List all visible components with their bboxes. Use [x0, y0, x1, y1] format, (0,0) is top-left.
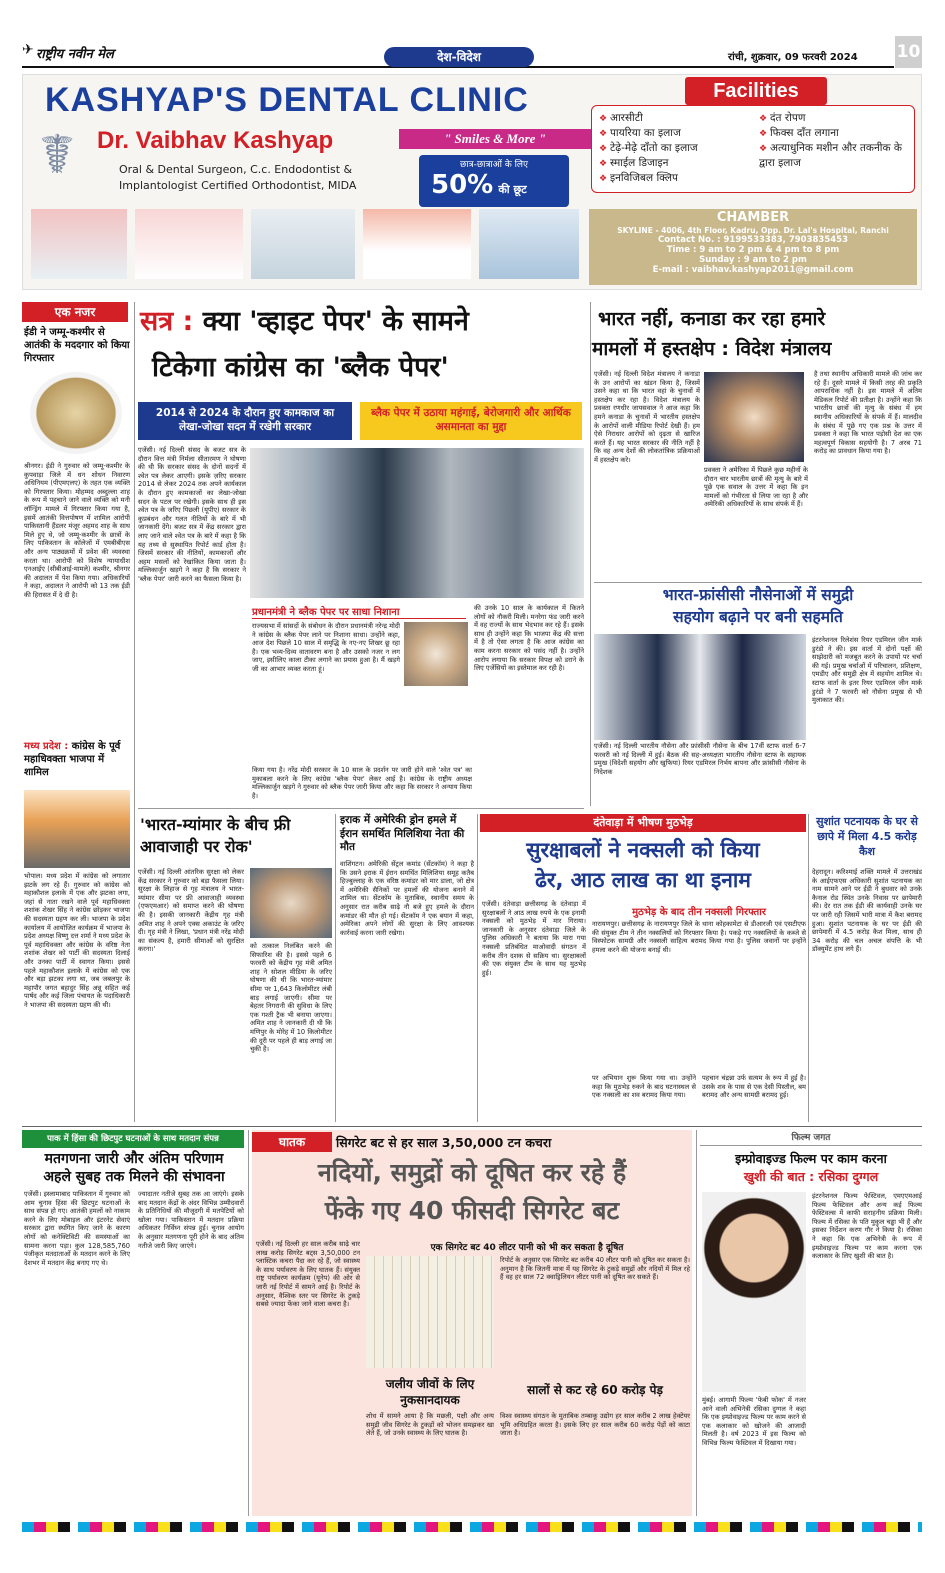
credentials-1: Oral & Dental Surgeon, C.c. Endodontist &	[119, 163, 353, 176]
cig-body-4: शोध में सामने आया है कि मछली, पक्षी और अन्य समुद्री जीव सिगरेट के टुकड़ों को भोजन समझकर खा लेते हैं, जो उनके स्वास्थ्य के लिए घातक है।	[366, 1412, 494, 1438]
canada-headline-2: मामलों में हस्तक्षेप : विदेश मंत्रालय	[592, 338, 832, 360]
offer-top: छात्र-छात्राओं के लिए	[459, 160, 529, 170]
spokesperson-photo	[704, 372, 804, 462]
paper-logo-icon: ✈	[22, 42, 34, 58]
sushant-body: देहरादून। करिश्माई शक्ति मामले में उत्तराखंड के आईएफएस अधिकारी सुशांत पटनायक का नाम सामने आने पर ईडी ने बुधवार को उनके कैनाल रोड स्थित उनके निवास पर छापेमारी की। देर रात तक ईडी की कार्यवाही उनके घर पर जारी रही जिसमें भारी मात्रा में कैश बरामद हुआ। सुशांत पटनायक के घर पर ईडी की छापेमारी में 4.5 करोड़ कैश मिला, साथ ही 34 करोड़ की चल अचल संपत्ति के भी डॉक्युमेंट हाथ लगे हैं।	[812, 868, 922, 954]
clinic-name: KASHYAP'S DENTAL CLINIC	[45, 81, 529, 119]
film-body-2: मुंबई। आगामी फिल्म 'फेबी फोक' में नजर आने वाली अभिनेत्री रसिका दुग्गल ने कहा कि एक इम्प्रोवाइज्ड फिल्म पर काम करने से एक कलाकार को खोजने की आजादी मिलती है। वर्ष 2023 में इस फिल्म को विभिन्न फिल्म फेस्टिवल में दिखाया गया।	[702, 1396, 806, 1447]
page-number: 10	[895, 36, 922, 68]
film-body-1: इंटरनेशनल फिल्म फेस्टिवल, एमएएमआई फिल्म फेस्टिवल और अन्य कई फिल्म फेस्टिवल्स में काफी सराहनीय प्रक्रिया मिली। फिल्म में रसिका के पति मुकुल चड्ढा भी हैं और इसका निर्देशन करण गौर ने किया है। रसिका ने कहा कि एक अभिनेत्री के रूप में इम्प्रोवाइज्ड फिल्म पर काम करना एक कलाकार के लिए खुशी की बात है।	[812, 1192, 922, 1261]
cig-body-1: एजेंसी। नई दिल्ली हर साल करीब साढ़े चार लाख करोड़ सिगरेट बट्स 3,50,000 टन प्लास्टिक कचरा पैदा कर रहे हैं, जो स्वास्थ्य के साथ पर्यावरण के लिए घातक हैं। संयुक्त राष्ट्र पर्यावरण कार्यक्रम (यूनेप) की ओर से जारी नई रिपोर्ट में सामने आई है। रिपोर्ट के अनुसार, वैश्विक स्तर पर सिगरेट के टुकड़े सबसे ज्यादा फेंका जाने वाला कचरा है।	[256, 1240, 360, 1309]
chamber-contact: Contact No. : 9199533383, 7903835453	[658, 235, 848, 245]
canada-body-1: एजेंसी। नई दिल्ली विदेश मंत्रालय ने कनाडा के उन आरोपों का खंडन किया है, जिसमें उसने कहा था कि भारत वहां के चुनावों में हस्तक्षेप कर रहा है। विदेश मंत्रालय के प्रवक्ता रणधीर जायसवाल ने आज कहा कि हमने कनाडा के चुनावों में भारतीय हस्तक्षेप के आरोपों वाली मीडिया रिपोर्ट देखी हैं। हम ऐसे निराधार आरोपों को दृढ़ता से खारिज करते हैं। यह भारत सरकार की नीति नहीं है कि वह अन्य देशों की लोकतांत्रिक प्रक्रियाओं में हस्तक्षेप करे।	[594, 370, 700, 464]
myanmar-body-2: को तत्काल निलंबित करने की सिफारिश की है। इससे पहले 6 फरवरी को केंद्रीय गृह मंत्री अमित शाह ने सोशल मीडिया के जरिए घोषणा की थी कि भारत-म्यांमार सीमा पर 1,643 किलोमीटर लंबी बाड़ लगाई जाएगी। सीमा पर बेहतर निगरानी की सुविधा के लिए एक गश्ती ट्रैक भी बनाया जाएगा। अमित शाह ने जानकारी दी थी कि मणिपुर के मोरेह में 10 किलोमीटर की दूरी पर पहले ही बाड़ लगाई जा चुकी है।	[250, 942, 332, 1054]
ed-logo-photo	[30, 372, 122, 454]
cig-headline-1: नदियों, समुद्रों को दूषित कर रहे हैं	[317, 1158, 627, 1187]
ed-headline: ईडी ने जम्मू-कश्मीर से आतंकी के मददगार को किया गिरफ्तार	[24, 327, 130, 364]
pak-body-2: ज्यादातर नतीजे सुबह तक आ जाएंगे। इसके बाद मतदान केंद्रों के अंदर विभिन्न उम्मीदवारों के प्रतिनिधियों की मौजूदगी में मतपेटियों को खोला गया। पाकिस्तान में मतदान प्रक्रिया अधिकतर निर्विघ्न संपन्न हुई। चुनाव आयोग के अनुसार मतगणना पूरी होने के बाद अंतिम नतीजे जारी किए जाएंगे।	[138, 1190, 244, 1250]
cig-body-3: रिपोर्ट के अनुसार एक सिगरेट बट करीब 40 लीटर पानी को दूषित कर सकता है। अनुमान है कि जितनी मात्रा में यह सिगरेट के टुकड़े समुद्रों और नदियों में मिल रहे हैं वह हर साल 72 क्वाड्रिलियन लीटर पानी को दूषित कर सकते हैं।	[500, 1256, 690, 1282]
myanmar-body-1: एजेंसी। नई दिल्ली आंतरिक सुरक्षा को लेकर केंद्र सरकार ने गुरुवार को बड़ा फैसला लिया। सुरक्षा के लिहाज से गृह मंत्रालय ने भारत-म्यांमार सीमा पर फ्री आवाजाही व्यवस्था (एफएमआर) को समाप्त करने की घोषणा की है। इसकी जानकारी केंद्रीय गृह मंत्री अमित शाह ने अपने एक्स अकाउंट के जरिए दी। गृह मंत्री ने लिखा, 'प्रधान मंत्री नरेंद्र मोदी का संकल्प है, हमारी सीमाओं को सुरक्षित करना।'	[138, 868, 244, 954]
main-headline-2: टिकेगा कांग्रेस का 'ब्लैक पेपर'	[152, 352, 449, 383]
ek-nazar-label: एक नजर	[22, 302, 128, 322]
student-offer	[419, 155, 569, 207]
mp-body: भोपाल। मध्य प्रदेश में कांग्रेस को लगातार झटके लग रहे हैं। गुरुवार को कांग्रेस को महाकौशल इलाके में एक और झटका लगा, जहां से नाता रखने वाले पूर्व महाधिवक्ता शशांक शेखर सिंह ने कांग्रेस छोड़कर भाजपा की सदस्यता ग्रहण कर ली। भाजपा के प्रदेश कार्यालय में आयोजित कार्यक्रम में भाजपा के प्रदेश अध्यक्ष विष्णु दत्त शर्मा ने मध्य प्रदेश के पूर्व महाधिवक्ता और कांग्रेस के वरिष्ठ नेता शशांक शेखर को पार्टी की सदस्यता दिलाई और उनका पार्टी में स्वागत किया। इससे पहले महाकौशल इलाके में कांग्रेस को एक और बड़ा झटका लगा था, जब जबलपुर के महापौर जगत बहादुर सिंह अन्नू सहित कई पार्षद और कई जिला पंचायत के पदाधिकारी ने भाजपा की सदस्यता ग्रहण की थी।	[24, 872, 130, 1009]
mp-photo	[24, 790, 130, 868]
cig-tag: घातक	[252, 1132, 332, 1152]
cig-sub-1: एक सिगरेट बट 40 लीटर पानी को भी कर सकता है दूषित	[430, 1243, 624, 1253]
dateline: रांची, शुक्रवार, 09 फरवरी 2024	[728, 52, 858, 63]
section-badge: देश-विदेश	[384, 47, 534, 67]
amit-shah-photo	[250, 868, 332, 938]
main-sub-1: 2014 से 2024 के दौरान हुए कामकाज का लेखा-जोखा सदन में रखेगी सरकार	[138, 402, 352, 440]
film-headline-1: इम्प्रोवाइज्ड फिल्म पर काम करना	[735, 1151, 887, 1166]
cigarettes-photo	[366, 1256, 494, 1368]
cig-body-5: विश्व स्वास्थ्य संगठन के मुताबिक तम्बाकू उद्योग हर साल करीब 2 लाख हेक्टेयर भूमि अधिग्रहित करता है। इसके लिए हर साल करीब 60 करोड़ पेड़ों को काटा जाता है।	[500, 1412, 690, 1438]
photo-smile	[363, 209, 471, 279]
navy-headline-1: भारत-फ्रांसीसी नौसेनाओं में समुद्री	[662, 586, 854, 604]
navy-body-1: एजेंसी। नई दिल्ली भारतीय नौसेना और फ्रांसीसी नौसेना के बीच 17वीं स्टाफ वार्ता 6-7 फरवरी को नई दिल्ली में हुई। बैठक की सह-अध्यक्षता भारतीय नौसेना स्टाफ के सहायक प्रमुख (विदेशी सहयोग और खुफिया) रियर एडमिरल निर्भय बापना और फ्रांसीसी नौसेना के निदेशक	[594, 742, 806, 776]
myanmar-headline: 'भारत-म्यांमार के बीच फ्री आवाजाही पर रोक'	[140, 815, 291, 856]
main-headline-1	[140, 304, 586, 340]
facility-right-item-2: ❖ अत्याधुनिक मशीन और तकनीक के द्वारा इलाज	[759, 141, 909, 170]
naxal-sub: मुठभेड़ के बाद तीन नक्सली गिरफ्तार	[632, 907, 766, 918]
naxal-body-4: पहचान चंद्रन्ना उर्फ सत्यम के रूप में हुई है। उसके शव के पास से एक देसी पिस्तौल, बम बरामद और अन्य सामग्री बरामद हुई।	[702, 1074, 806, 1100]
ad-tagline: " Smiles & More "	[399, 129, 591, 149]
main-body-4: किया गया है। नरेंद्र मोदी सरकार के 10 साल के प्रदर्शन पर जारी होने वाले 'श्वेत पत्र' का मुकाबला करने के लिए कांग्रेस 'ब्लैक पेपर' लेकर आई है। कांग्रेस के राष्ट्रीय अध्यक्ष मल्लिकार्जुन खड़गे ने गुरुवार को ब्लैक पेपर जारी किया और कहा कि सरकार ने अन्याय किया है।	[252, 766, 472, 800]
canada-headline-1: भारत नहीं, कनाडा कर रहा हमारे	[598, 308, 826, 330]
mp-headline-text: कांग्रेस के पूर्व महाधिवक्ता भाजपा में शामिल	[24, 741, 121, 778]
credentials-2: Implantologist Certified Orthodontist, MIDA	[119, 179, 357, 192]
facility-left-item-1: ❖ पायरिया का इलाज	[599, 126, 759, 141]
navy-body-2: इंटरनेशनल रिलेशंस रियर एडमिरल जीन मार्क डुरंडो ने की। इस वार्ता में दोनों पक्षों की साझेदारी को मजबूत करने के उपायों पर चर्चा की गई। प्रमुख चर्चाओं में परिचालन, प्रशिक्षण, एमडीए और समुद्री क्षेत्र में सहयोग शामिल थे। स्टाफ वार्ता के इतर रियर एडमिरल जीन मार्क डुरंडो ने 7 फरवरी को नौसेना प्रमुख से भी मुलाकात की।	[812, 636, 922, 705]
naxal-headline-2: ढेर, आठ लाख का था इनाम	[535, 868, 751, 892]
chamber-email: E-mail : vaibhav.kashyap2011@gmail.com	[652, 265, 854, 275]
main-body-3: की उनके 10 साल के कार्यकाल में कितने लोगों को नौकरी मिली। मनरेगा फंड जारी करने में वह राज्यों के साथ भेदभाव कर रहे हैं। इसके साथ ही उन्होंने कहा कि भाजपा केंद्र की सत्ता में है तो ऐसा लगता है कि आज कांग्रेस का काम करना सरकार को पसंद नहीं है। उन्होंने आरोप लगाया कि सरकार विपक्ष को डराने के लिए एजेंसियों का इस्तेमाल कर रही है।	[474, 604, 584, 673]
masthead	[22, 36, 922, 68]
cig-headline-2: फेंके गए 40 फीसदी सिगरेट बट	[324, 1196, 620, 1225]
main-kicker: सत्र :	[140, 306, 194, 337]
mp-kicker: मध्य प्रदेश :	[24, 741, 69, 752]
dental-clinic-ad	[22, 74, 922, 290]
photo-implant	[251, 209, 355, 279]
facility-left-item-2: ❖ टेढ़े-मेढ़े दाँतो का इलाज	[599, 141, 759, 156]
photo-dentures	[31, 209, 127, 279]
offer-tail: की छूट	[498, 183, 527, 196]
offer-percent: 50%	[431, 170, 494, 200]
iraq-body: वाशिंगटन। अमेरिकी सेंट्रल कमांड (सेंटकॉम) ने कहा है कि उसने इराक में ईरान समर्थित मिलिशिया समूह कतैब हिज्बुल्लाह के एक वरिष्ठ कमांडर को मार डाला, जो क्षेत्र में अमेरिकी सैनिकों पर हमलों की योजना बनाने में शामिल था। सेंटकॉम के मुताबिक, स्थानीय समय के अनुसार रात करीब साढ़े नौ बजे हुए हमले के दौरान कमांडर की मौत हो गई। सेंटकॉम ने एक बयान में कहा, अमेरिका अपने लोगों की सुरक्षा के लिए आवश्यक कार्रवाई करना जारी रखेगा।	[340, 860, 474, 937]
ed-body: श्रीनगर। ईडी ने गुरुवार को जम्मू-कश्मीर के कुपवाड़ा जिले में धन शोधन निवारण अधिनियम (पीएमएलए) के तहत एक व्यक्ति को गिरफ्तार किया। मोहम्मद अब्दुल्ला शाह के रूप में पहचाने जाने वाले व्यक्ति को मनी लॉन्ड्रिंग मामले में गिरफ्तार किया गया है, इसमें आतंकी वित्तपोषण में शामिल आरोपी पाकिस्तानी हैंडलर मंजूर अहमद शाह के साथ मिले हुए थे, जो जम्मू-कश्मीर के छात्रों के लिए पाकिस्तान के कॉलेजों में एमबीबीएस और अन्य पाठ्यक्रमों में प्रवेश की व्यवस्था करता था। आरोपी को विशेष न्यायाधीश एनआईए (सीबीआई-मामले) कश्मीर, श्रीनगर की अदालत में पेश किया गया। अधिकारियों ने कहा, अदालत ने आरोपी को 13 तक ईडी की हिरासत में दे दी है।	[24, 462, 130, 599]
naxal-headline-1: सुरक्षाबलों ने नक्सली को किया	[526, 838, 760, 862]
chamber-box	[589, 209, 917, 285]
navy-headline-2: सहयोग बढ़ाने पर बनी सहमति	[673, 608, 843, 626]
facility-left-item-0: ❖ आरसीटी	[599, 111, 759, 126]
naxal-body-1: एजेंसी। दंतेवाड़ा छत्तीसगढ़ के दंतेवाड़ा में सुरक्षाबलों ने आठ लाख रुपये के एक इनामी नक्सली को मुठभेड़ में मार गिराया। जानकारी के अनुसार दंतेवाड़ा जिले के पुलिस अधिकारी ने बताया कि मारा गया नक्सली प्रतिबंधित माओवादी संगठन में करीब तीन दशक से सक्रिय था। सुरक्षाबलों की एक संयुक्त टीम के साथ यह मुठभेड़ हुई।	[482, 900, 586, 977]
facilities-title: Facilities	[685, 77, 827, 105]
paper-name: राष्ट्रीय नवीन मेल	[36, 47, 114, 62]
main-photo-black-paper	[250, 448, 584, 598]
naxal-body-3: पर अभियान शुरू किया गया था। उन्होंने कहा कि मुठभेड़ रुकने के बाद घटनास्थल से एक नक्सली का शव बरामद किया गया।	[592, 1074, 696, 1100]
pak-headline-1: मतगणना जारी और अंतिम परिणाम	[44, 1151, 224, 1167]
main-sub-2: ब्लैक पेपर में उठाया महंगाई, बेरोजगारी और आर्थिक असमानता का मुद्दा	[360, 402, 582, 440]
cig-sub-2: जलीय जीवों के लिए नुकसानदायक	[385, 1377, 475, 1407]
pak-tag: पाक में हिंसा की छिटपुट घटनाओं के साथ मतदान संपन्न	[22, 1130, 244, 1148]
chamber-address: SKYLINE - 4006, 4th Floor, Kadru, Opp. Dr. Lal's Hospital, Ranchi	[617, 226, 889, 235]
navy-photo	[594, 634, 806, 740]
chamber-sunday: Sunday : 9 am to 2 pm	[699, 255, 807, 265]
facility-left-item-4: ❖ इनविजिबल क्लिप	[599, 171, 759, 186]
chamber-time: Time : 9 am to 2 pm & 4 pm to 8 pm	[666, 245, 840, 255]
iraq-headline: इराक में अमेरिकी ड्रोन हमले में ईरान समर्थित मिलिशिया नेता की मौत	[340, 814, 465, 853]
canada-body-2: प्रवक्ता ने अमेरिका में पिछले कुछ महीनों के दौरान चार भारतीय छात्रों की मृत्यु के बारे में पूछे एक सवाल के उत्तर में कहा कि इन मामलों को गंभीरता से लिया जा रहा है और अमेरिकी अधिकारियों के साथ संपर्क में हैं।	[704, 466, 808, 509]
facilities-right	[759, 111, 909, 170]
caduceus-icon: ☤	[38, 123, 76, 186]
naxal-body-2: नारायणपुर। छत्तीसगढ़ के नारायणपुर जिले के थाना कोहकामेटा से डीआरजी एवं एसटीएफ की संयुक्त टीम ने तीन नक्सलियों को गिरफ्तार किया है। पकड़े गए नक्सलियों के कब्जे से विस्फोटक सामग्री और नक्सली साहित्य बरामद किया गया है। पुलिस जवानों पर इन्होंने हमला करने की योजना बनाई थी।	[592, 920, 806, 954]
facility-left-item-3: ❖ स्माईल डिजाइन	[599, 156, 759, 171]
rasika-photo	[702, 1192, 806, 1392]
pak-headline-2: अहले सुबह तक मिलने की संभावना	[43, 1169, 225, 1185]
pm-body: राज्यसभा में सांसदों के संबोधन के दौरान प्रधानमंत्री नरेन्द्र मोदी ने कांग्रेस के ब्लैक पेपर लाने पर निशाना साधा। उन्होंने कहा, आज देश पिछले 10 साल में समृद्धि के नए-नए शिखर छू रहा है। एक भव्य-दिव्य वातावरण बना है और उसको नजर न लग जाए, इसीलिए काला टीका लगाने का प्रयास हुआ है। मैं खड़गे जी का आभार व्यक्त करता हूं।	[252, 622, 400, 673]
canada-body-3: है तथा स्थानीय अधिकारी मामले की जांच कर रहे हैं। दूसरे मामले में किसी तरह की प्रकृति आपराधिक नहीं है। इस मामले में अंतिम मेडिकल रिपोर्ट की प्रतीक्षा है। उन्होंने कहा कि भारतीय छात्रों की मृत्यु के संबंध में हम स्थानीय अधिकारियों के संपर्क में हैं। मालदीव के संबंध में पूछे गए एक प्रश्न के उत्तर में प्रवक्ता ने कहा कि भारत पड़ोसी देश का एक महत्वपूर्ण विकास सहयोगी है। 7 अरब 71 करोड़ का प्रावधान किया गया है।	[814, 370, 922, 456]
photo-braces	[135, 209, 243, 279]
facilities-left	[599, 111, 759, 186]
naxal-tag: दंतेवाड़ा में भीषण मुठभेड़	[480, 814, 806, 832]
facility-right-item-1: ❖ फिक्स दाँत लगाना	[759, 126, 909, 141]
cig-sub-3: सालों से कट रहे 60 करोड़ पेड़	[527, 1383, 663, 1397]
pm-photo	[404, 622, 468, 686]
photo-child	[479, 209, 579, 279]
sushant-headline: सुशांत पटनायक के घर से छापे में मिला 4.5 करोड़ कैश	[816, 815, 918, 858]
facility-right-item-0: ❖ दंत रोपण	[759, 111, 909, 126]
pm-caption: प्रधानमंत्री ने ब्लैक पेपर पर साधा निशाना	[252, 607, 400, 618]
mp-headline	[24, 740, 130, 779]
main-headline-text-1: क्या 'व्हाइट पेपर' के सामने	[202, 306, 469, 337]
dental-photos	[31, 209, 579, 281]
registration-bar	[22, 1522, 922, 1532]
cig-kicker: सिगरेट बट से हर साल 3,50,000 टन कचरा	[336, 1135, 552, 1150]
pak-body-1: एजेंसी। इस्लामाबाद पाकिस्तान में गुरुवार को आम चुनाव हिंसा की छिटपुट घटनाओं के साथ संपन्न हो गए। आतंकी हमलों को नाकाम करने के लिए मोबाइल और इंटरनेट सेवाएं सरकार द्वारा स्थगित किए जाने के कारण लोगों को कनेक्टिविटी की समस्याओं का सामना करना पड़ा। कुल 128,585,760 पंजीकृत मतदाताओं के मतदान करने के लिए देशभर में मतदान केंद्र बनाए गए थे।	[24, 1190, 130, 1267]
film-headline-2: खुशी की बात : रसिका दुग्गल	[743, 1169, 879, 1184]
doctor-name: Dr. Vaibhav Kashyap	[97, 127, 334, 154]
film-tag: फिल्म जगत	[700, 1130, 922, 1146]
main-body-1: एजेंसी। नई दिल्ली संसद के बजट सत्र के दौरान वित्त मंत्री निर्मला सीतारमण ने घोषणा की थी कि सरकार संसद के दोनों सदनों में श्वेत पत्र लेकर आएगी। इसके ज़रिए सरकार 2014 से लेकर 2024 तक अपने कार्यकाल के दौरान हुए कामकाजों का लेखा-जोखा सदन के पटल पर रखेगी। इसके साथ ही इस श्वेत पत्र के जरिए पिछली (यूपीए) सरकार के कुप्रबंधन और गलत नीतियों के बारे में भी जानकारी देंगे। बजट सत्र में केंद्र सरकार द्वारा लाए जाने वाले श्वेत पत्र के बारे में कहा है कि यह तथ्य से सुस्थापित रिपोर्ट कार्ड होता है। जिसमें सरकार की नीतियों, कामकाजों और अहम मसलों को रेखांकित किया जाता है। मल्लिकार्जुन खड़गे ने कहा है कि सरकार ने 'ब्लैक पेपर' जारी करने का फैसला किया है।	[138, 446, 246, 583]
chamber-title: CHAMBER	[716, 210, 790, 225]
